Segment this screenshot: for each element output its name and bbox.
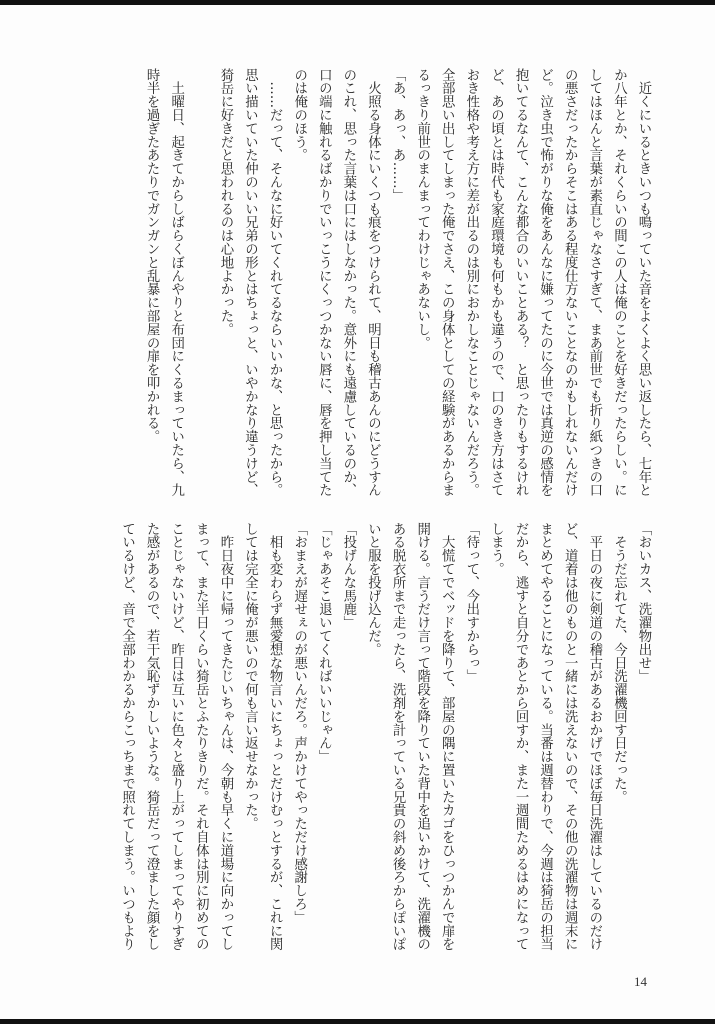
dialogue-line: 「あ、あっ、あ……」 xyxy=(390,68,406,202)
dialogue-line: 「投げんな馬鹿」 xyxy=(340,522,356,630)
text-line: 全部思い出してしまった俺でさえ、この身体としての経験があるからま xyxy=(439,68,455,497)
text-line: 火照る身体にいくつも痕をつけられて、明日も稽古あんのにどうすん xyxy=(365,68,381,497)
lower-text-block xyxy=(95,522,655,954)
text-line: してはほんと言葉が素直じゃなさすぎて、まあ前世でも折り紙つきの口 xyxy=(586,68,602,497)
text-line: ど、道着は他のものと一緒には洗えないので、その他の洗濯物は週末に xyxy=(562,522,578,951)
text-line: のは俺のほう。 xyxy=(291,68,307,162)
text-line: 相も変わらず無愛想な物言いにちょっとだけむっとするが、これに関 xyxy=(267,522,283,951)
text-line: 平日の夜に剣道の稽古があるおかげでほぼ毎日洗濯はしているのだけ xyxy=(586,522,602,951)
text-line: ある脱衣所まで走ったら、洗剤を計っている兄貴の斜め後ろからぽいぽ xyxy=(390,522,406,951)
page-number: 14 xyxy=(634,974,647,989)
dialogue-line: 「待って、今出すからっ」 xyxy=(463,522,479,683)
text-line: 昨日夜中に帰ってきたじいちゃんは、今朝も早くに道場に向かってし xyxy=(217,522,233,951)
text-line: まって、また半日くらい猗岳とふたりきりだ。それ自体は別に初めての xyxy=(193,522,209,951)
dialogue-line: 「おいカス、洗濯物出せ」 xyxy=(636,522,651,683)
text-line: ことじゃないけど、昨日は互いに色々と盛り上がってしまってやりすぎ xyxy=(168,522,184,951)
text-line: ているけど、音で全部わかるからこっちまで照れてしまう。いつもより xyxy=(119,522,135,951)
text-line: 抱いてるなんて、こんな都合のいいことある？ と思ったりもするけれ xyxy=(513,68,529,497)
text-line: おき性格や考え方に差が出るのは別におかしなことじゃないんだろう。 xyxy=(463,68,479,497)
text-line: 時半を過ぎたあたりでガンガンと乱暴に部屋の扉を叩かれる。 xyxy=(144,68,160,444)
text-line: ……だって、そんなに好いてくれてるならいいかな、と思ったから。 xyxy=(267,68,283,497)
text-line: ど、あの頃とは時代も家庭環境も何もかも違うので、口のきき方はさて xyxy=(488,68,504,497)
text-line: のこれ、思った言葉は口にはしなかった。意外にも遠慮しているのか、 xyxy=(340,68,356,497)
text-line: そうだ忘れてた、今日洗濯機回す日だった。 xyxy=(611,522,627,804)
upper-text-block xyxy=(95,68,655,500)
text-line: ど。泣き虫で怖がりな俺をあんなに嫌ってたのに今世では真逆の感情を xyxy=(537,68,553,497)
text-line: 大慌てでベッドを降りて、部屋の隅に置いたカゴをひっつかんで扉を xyxy=(439,522,455,951)
text-line: 思い描いていた仲のいい兄弟の形とはちょっと、いやかなり違うけど、 xyxy=(242,68,258,497)
dialogue-line: 「おまえが遅せぇのが悪いんだろ。声かけてやっただけ感謝しろ」 xyxy=(291,522,307,924)
text-line: 近くにいるときいつも鳴っていた音をよくよく思い返したら、七年と xyxy=(636,68,651,497)
text-line: の悪さだったからそこはある程度仕方ないことなのかもしれないんだけ xyxy=(562,68,578,497)
text-line: た感があるので、若干気恥ずかしいような。猗岳だって澄ました顔をし xyxy=(144,522,160,951)
text-line: いと服を投げ込んだ。 xyxy=(365,522,381,656)
text-line: 土曜日、起きてからしばらくぼんやりと布団にくるまっていたら、九 xyxy=(168,68,184,497)
text-line: 口の端に触れるばかりでいっこうにくっつかない唇に、唇を押し当てた xyxy=(316,68,332,497)
top-border xyxy=(0,0,715,5)
text-line: しまう。 xyxy=(488,522,504,576)
text-line: か八年とか、それくらいの間この人は俺のことを好きだったらしい。に xyxy=(611,68,627,497)
text-line: しては完全に俺が悪いので何も言い返せなかった。 xyxy=(242,522,258,831)
bottom-border xyxy=(0,1019,715,1024)
text-line: るっきり前世のまんまってわけじゃあないし。 xyxy=(414,68,430,350)
text-line: まとめてやることになっている。当番は週替わりで、今週は猗岳の担当 xyxy=(537,522,553,951)
dialogue-line: 「じゃあそこ退いてくればいいじゃん」 xyxy=(316,522,332,764)
text-line: 開ける。言うだけ言って階段を降りていた背中を追いかけて、洗濯機の xyxy=(414,522,430,951)
blank-line xyxy=(188,68,213,500)
text-line: だから、逃すと自分であとから回すか、また一週間ためるはめになって xyxy=(513,522,529,951)
text-line: 猗岳に好きだと思われるのは心地よかった。 xyxy=(217,68,233,336)
